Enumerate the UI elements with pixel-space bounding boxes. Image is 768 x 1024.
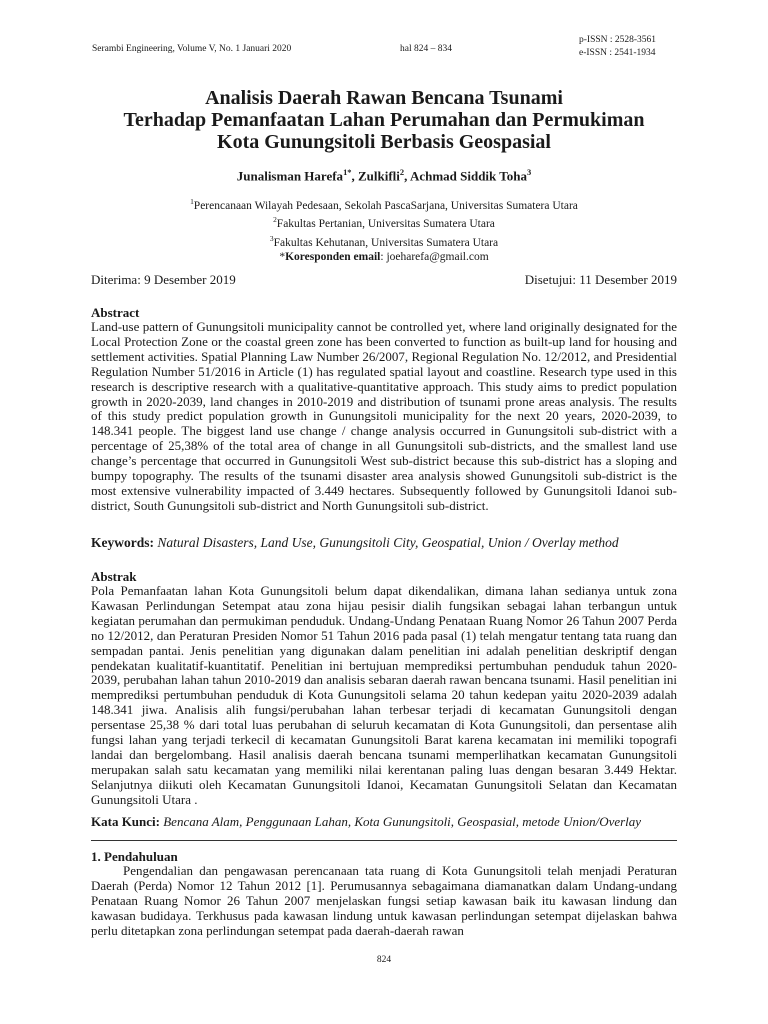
correspondent-email: : joeharefa@gmail.com (380, 250, 489, 263)
keywords-en (91, 536, 677, 551)
paper-title (60, 87, 708, 153)
affiliation-2 (60, 213, 708, 231)
keywords-value: Natural Disasters, Land Use, Gunungsitoli City, Geospatial, Union / Overlay method (157, 535, 619, 550)
affiliation-sup: 1 (190, 197, 194, 206)
keywords-label: Keywords: (91, 535, 154, 550)
page-number: 824 (376, 955, 392, 965)
affiliation-sup: 2 (273, 215, 277, 225)
author-sup: 1* (343, 167, 352, 177)
author-name: Achmad Siddik Toha (409, 168, 528, 184)
author-name: Junalisman Harefa (236, 168, 344, 184)
intro-heading: 1. Pendahuluan (91, 849, 178, 864)
intro-text: Pengendalian dan pengawasan perencanaan tata ruang di Kota Gunungsitoli telah menjadi Peraturan Daerah (Perda) Nomor 12 Tahun 2012 [1]. Perumusannya sebagaimana diamanatkan dalam Undang-undang Penataan Ruang Nomor 26 Tahun 2007 menjelaskan fungsi setiap kawasan baik itu kawasan lindung dan kawasan budidaya. Terkhusus pada kawasan lindung untuk kawasan perlindungan setempat dijelaskan bahwa perlu ditetapkan zona perlindungan setempat pada daerah-daerah rawan (91, 863, 677, 938)
abstract-heading: Abstract (91, 305, 140, 320)
abstrak-text: Pola Pemanfaatan lahan Kota Gunungsitoli belum dapat dikendalikan, dimana lahan sedianya untuk zona Kawasan Perlindungan Setempat atau zona hijau pesisir dialih fungsikan sebagai lahan terbangun untuk kegiatan perumahan dan permukiman penduduk. Undang-Undang Penataan Ruang Nomor 26 Tahun 2007 Perda no 12/2012, dan Peraturan Presiden Nomor 51 Tahun 2016 pada pasal (1) telah mengatur tentang tata ruang dan sempadan pantai. Jenis penelitian yang digunakan dalam penelitian ini adalah penelitian deskriptif dengan pendekatan kualitatif-kuantitatif. Penelitian ini bertujuan memprediksi pertumbuhan penduduk tahun 2020-2039, perubahan lahan tahun 2010-2019 dan analisis sebaran daerah rawan bencana tsunami. Hasil penelitian ini memprediksi pertumbuhan penduduk di Kota Gunungsitoli selama 20 tahun kedepan yaitu 2020-2039 adalah 148.341 jiwa. Analisis alih fungsi/perubahan lahan terbesar terjadi di kecamatan Gunungsitoli dengan persentase 25,38 % dari total luas perubahan di seluruh kecamatan di Kota Gunungsitoli, dan persentase alih fungsi lahan yang terjadi terkecil di kecamatan Gunungsitoli Barat karena kecamatan ini memiliki topografi landai dan bergelombang. Hasil analisis daerah bencana tsunami memperlihatkan kecamatan Gunungsitoli merupakan salah satu kecamatan yang memiliki nilai kerentanan paling luas dengan besaran 3.449 Hektar. Selanjutnya diikuti oleh Kecamatan Gunungsitoli Idanoi, Kecamatan Gunungsitoli Selatan dan Kecamatan Gunungsitoli Utara . (91, 583, 677, 807)
title-line-1: Analisis Daerah Rawan Bencana Tsunami (205, 87, 563, 109)
correspondent-label: Koresponden email (285, 250, 381, 263)
title-line-3: Kota Gunungsitoli Berbasis Geospasial (217, 131, 551, 153)
abstrak-heading: Abstrak (91, 569, 137, 584)
eissn: e-ISSN : 2541-1934 (579, 47, 656, 58)
kata-kunci-label: Kata Kunci: (91, 814, 160, 829)
accepted-date: Disetujui: 11 Desember 2019 (524, 272, 677, 287)
page-range: hal 824 – 834 (400, 44, 452, 54)
affiliation-1 (60, 195, 708, 213)
affiliation-text: Fakultas Pertanian, Universitas Sumatera Utara (276, 218, 495, 231)
kata-kunci-value: Bencana Alam, Penggunaan Lahan, Kota Gunungsitoli, Geospasial, metode Union/Overlay (163, 814, 642, 829)
author-sup: 2 (399, 167, 405, 177)
received-date: Diterima: 9 Desember 2019 (91, 272, 236, 287)
title-line-2: Terhadap Pemanfaatan Lahan Perumahan dan Permukiman (123, 109, 645, 131)
correspondent (60, 250, 708, 265)
correspondent-prefix: * (279, 250, 286, 263)
abstract-text: Land-use pattern of Gunungsitoli municipality cannot be controlled yet, where land originally designated for the Local Protection Zone or the coastal green zone has been converted to function as built-up land for housing and settlement activities. Spatial Planning Law Number 26/2007, Regional Regulation No. 12/2012, and Presidential Regulation Number 51/2016 in Article (1) has regulated spatial layout and coastline. Research type used in this research is descriptive research with a qualitative-quantitative approach. This study aims to predict population growth in 2020-2039, land changes in 2010-2019 and distribution of tsunami prone areas analysis. The results of this study predict population growth in Gunungsitoli municipality for the next 20 years, 2020-2039, to 148.341 people. The biggest land use change / change analysis occurred in Gunungsitoli sub-district with a percentage of 25,38% of the total area of change in all Gunungsitoli sub-districts, and the smallest land use change’s percentage that occurred in Gunungsitoli West sub-district because this sub-district has a sloping and bumpy topography. The results of the tsunami disaster area analysis showed Gunungsitoli sub-district is the most extensive vulnerability impacted of 3.449 hectares. Subsequently followed by Gunungsitoli Idanoi sub-district, South Gunungsitoli sub-district and North Gunungsitoli sub-district. (91, 319, 677, 513)
author-sup: 3 (527, 167, 532, 177)
dates-row (91, 272, 677, 288)
author-list (60, 167, 708, 184)
affiliation-text: Fakultas Kehutanan, Universitas Sumatera Utara (273, 236, 499, 249)
author-sep: , (404, 168, 410, 184)
affiliation-text: Perencanaan Wilayah Pedesaan, Sekolah PascaSarjana, Universitas Sumatera Utara (193, 199, 578, 212)
affiliations (60, 195, 708, 264)
author-sep: , (351, 168, 358, 184)
journal-header: Serambi Engineering, Volume V, No. 1 Januari 2020 (92, 44, 292, 54)
affiliation-3 (60, 232, 708, 250)
pissn: p-ISSN : 2528-3561 (579, 35, 657, 45)
author-name: Zulkifli (358, 168, 400, 184)
issn-block (579, 34, 656, 59)
section-divider (91, 840, 677, 841)
affiliation-sup: 3 (269, 233, 274, 243)
keywords-id (91, 815, 677, 830)
